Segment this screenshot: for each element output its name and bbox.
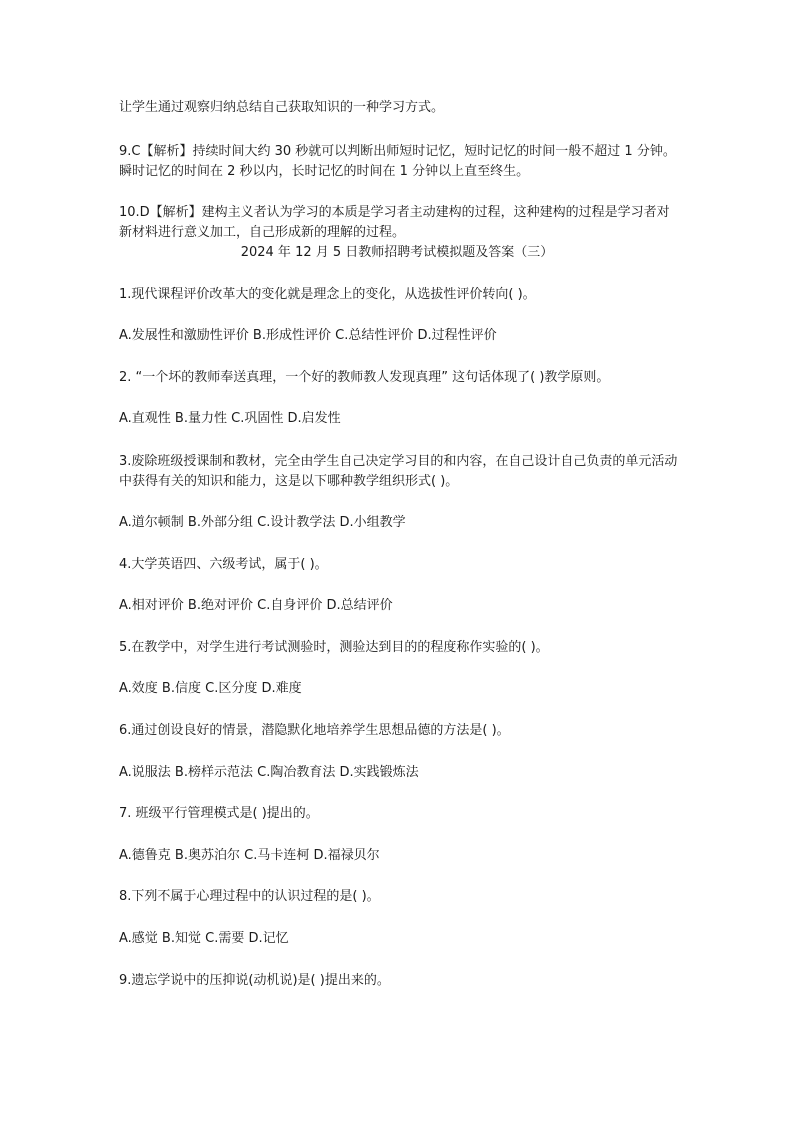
question-6-stem: 6.通过创设良好的情景，潜隐默化地培养学生思想品德的方法是( )。 [119,723,510,738]
question-4-stem: 4.大学英语四、六级考试，属于( )。 [119,557,328,572]
question-6-options: A.说服法 B.榜样示范法 C.陶冶教育法 D.实践锻炼法 [119,765,419,780]
question-1-stem: 1.现代课程评价改革大的变化就是理念上的变化，从选拔性评价转向( )。 [119,287,536,302]
question-4-options: A.相对评价 B.绝对评价 C.自身评价 D.总结评价 [119,598,393,613]
question-7-options: A.德鲁克 B.奥苏泊尔 C.马卡连柯 D.福禄贝尔 [119,848,380,863]
prev-answer-10: 10.D【解析】建构主义者认为学习的本质是学习者主动建构的过程，这种建构的过程是学习者对新材料进行意义加工，自己形成新的理解的过程。 [119,205,670,240]
question-3-options: A.道尔顿制 B.外部分组 C.设计教学法 D.小组教学 [119,515,406,530]
question-3-stem: 3.废除班级授课制和教材，完全由学生自己决定学习目的和内容，在自己设计自己负责的单元活动中获得有关的知识和能力，这是以下哪种教学组织形式( )。 [119,454,678,489]
section-title: 2024 年 12 月 5 日教师招聘考试模拟题及答案（三） [240,245,554,260]
question-5-options: A.效度 B.信度 C.区分度 D.难度 [119,681,302,696]
question-2-options: A.直观性 B.量力性 C.巩固性 D.启发性 [119,411,341,426]
question-9-stem: 9.遗忘学说中的压抑说(动机说)是( )提出来的。 [119,973,390,988]
question-8-stem: 8.下列不属于心理过程中的认识过程的是( )。 [119,889,380,904]
prev-answer-tail: 让学生通过观察归纳总结自己获取知识的一种学习方式。 [119,100,445,115]
question-5-stem: 5.在教学中，对学生进行考试测验时，测验达到目的的程度称作实验的( )。 [119,640,549,655]
question-8-options: A.感觉 B.知觉 C.需要 D.记忆 [119,931,289,946]
question-1-options: A.发展性和激励性评价 B.形成性评价 C.总结性评价 D.过程性评价 [119,328,497,343]
question-7-stem: 7. 班级平行管理模式是( )提出的。 [119,806,319,821]
question-2-stem: 2. “一个坏的教师奉送真理，一个好的教师教人发现真理” 这句话体现了( )教学原则。 [119,370,610,385]
prev-answer-9: 9.C【解析】持续时间大约 30 秒就可以判断出师短时记忆，短时记忆的时间一般不超过 1 分钟。瞬时记忆的时间在 2 秒以内，长时记忆的时间在 1 分钟以上直至终生。 [119,144,676,179]
